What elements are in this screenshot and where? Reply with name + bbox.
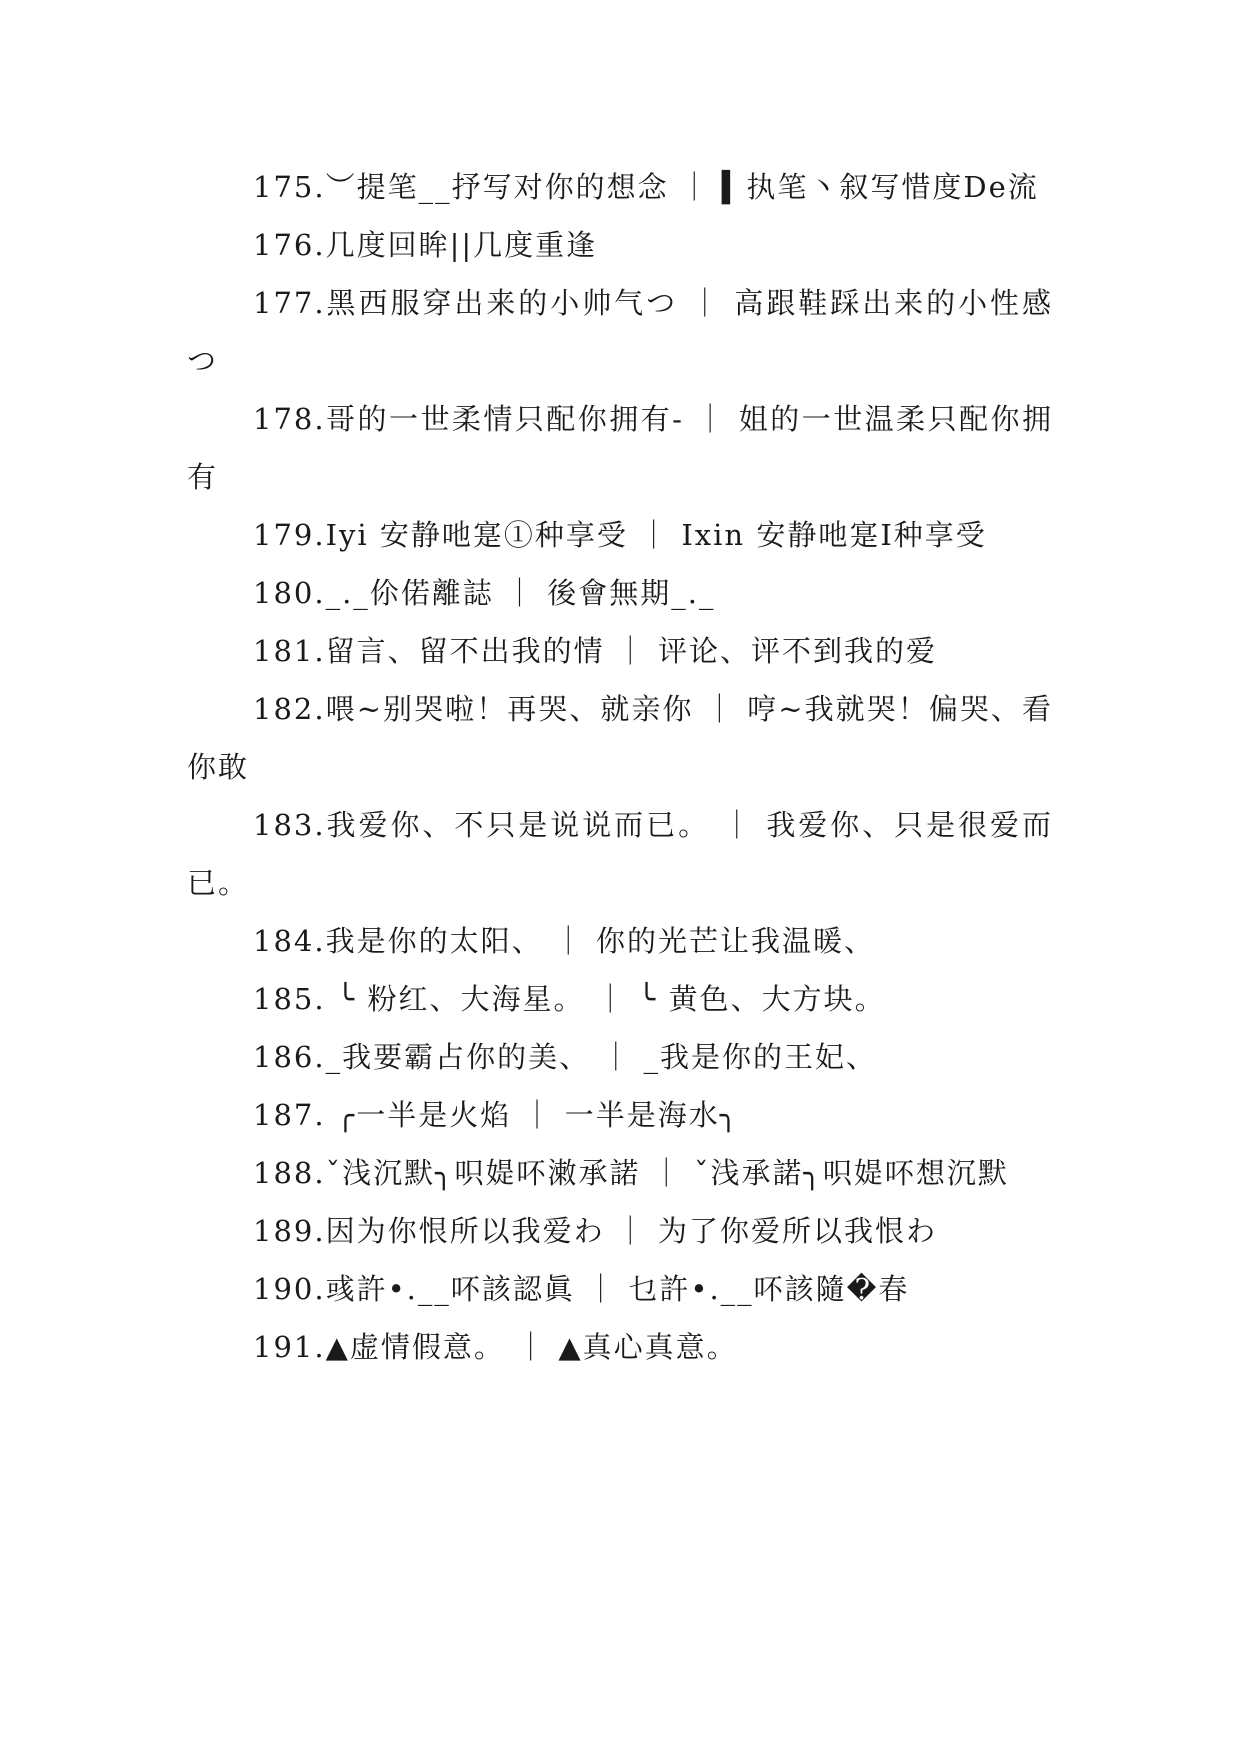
list-item xyxy=(187,506,1053,564)
entry-text: ˇ浅沉默╮呮媞吥潄承諾 ｜ ˇ浅承諾╮呮媞吥想沉默 xyxy=(325,1156,1009,1190)
entry-text: 彧許•.__吥該認眞 ｜ 乜許•.__吥該隨�春 xyxy=(325,1272,910,1306)
list-item xyxy=(187,158,1053,216)
entry-number: 185. xyxy=(253,982,326,1016)
entry-number: 187. xyxy=(253,1098,326,1132)
entry-text: ╰ 粉红、大海星。 ｜ ╰ 黄色、大方块。 xyxy=(325,982,886,1016)
entry-number: 177. xyxy=(253,286,326,320)
entry-number: 186. xyxy=(253,1040,326,1074)
entry-text: 留言、留不出我的情 ｜ 评论、评不到我的爱 xyxy=(325,634,938,668)
list-item xyxy=(187,622,1053,680)
entry-text: 几度回眸||几度重逢 xyxy=(325,228,598,262)
entry-text: Ⅰyi 安静吔寔①种享受 ｜ Ⅰxin 安静吔寔Ⅰ种享受 xyxy=(325,518,987,552)
entry-text: ︶提笔__抒写对你的想念 ｜ ▍执笔丶叙写惜度De流 xyxy=(325,170,1039,204)
list-item xyxy=(187,216,1053,274)
entry-number: 175. xyxy=(253,170,326,204)
list-item xyxy=(187,274,1053,390)
entry-text: _我要霸占你的美、 ｜ _我是你的王妃、 xyxy=(325,1040,878,1074)
entry-number: 176. xyxy=(253,228,326,262)
entry-number: 188. xyxy=(253,1156,326,1190)
list-item xyxy=(187,1086,1053,1144)
list-item xyxy=(187,1202,1053,1260)
entry-text: _._伱偌離誌 ｜ 後會無期_._ xyxy=(325,576,716,610)
entry-number: 191. xyxy=(253,1330,326,1364)
entry-list xyxy=(187,158,1053,1376)
list-item xyxy=(187,1318,1053,1376)
list-item xyxy=(187,912,1053,970)
list-item xyxy=(187,970,1053,1028)
list-item xyxy=(187,796,1053,912)
entry-text: ▲虚情假意。 ｜ ▲真心真意。 xyxy=(325,1330,738,1364)
entry-text: 我爱你、不只是说说而已。 ｜ 我爱你、只是很爱而已。 xyxy=(187,808,1053,900)
entry-number: 182. xyxy=(253,692,326,726)
entry-text: 因为你恨所以我爱わ ｜ 为了你爱所以我恨わ xyxy=(325,1214,938,1248)
list-item xyxy=(187,564,1053,622)
list-item xyxy=(187,1144,1053,1202)
list-item xyxy=(187,1028,1053,1086)
entry-number: 183. xyxy=(253,808,326,842)
entry-number: 189. xyxy=(253,1214,326,1248)
list-item xyxy=(187,1260,1053,1318)
entry-number: 178. xyxy=(253,402,326,436)
list-item xyxy=(187,680,1053,796)
entry-text: 喂~别哭啦！再哭、就亲你 ｜ 哼~我就哭！偏哭、看你敢 xyxy=(187,692,1053,784)
entry-text: ╭一半是火焰 ｜ 一半是海水╮ xyxy=(325,1098,740,1132)
entry-number: 184. xyxy=(253,924,326,958)
list-item xyxy=(187,390,1053,506)
entry-text: 黑西服穿出来的小帅气つ ｜ 高跟鞋踩出来的小性感つ xyxy=(187,286,1053,378)
entry-text: 哥的一世柔情只配你拥有- ｜ 姐的一世温柔只配你拥有 xyxy=(187,402,1053,494)
entry-number: 181. xyxy=(253,634,326,668)
entry-number: 190. xyxy=(253,1272,326,1306)
entry-number: 180. xyxy=(253,576,326,610)
entry-number: 179. xyxy=(253,518,326,552)
entry-text: 我是你的太阳、 ｜ 你的光芒让我温暖、 xyxy=(325,924,876,958)
